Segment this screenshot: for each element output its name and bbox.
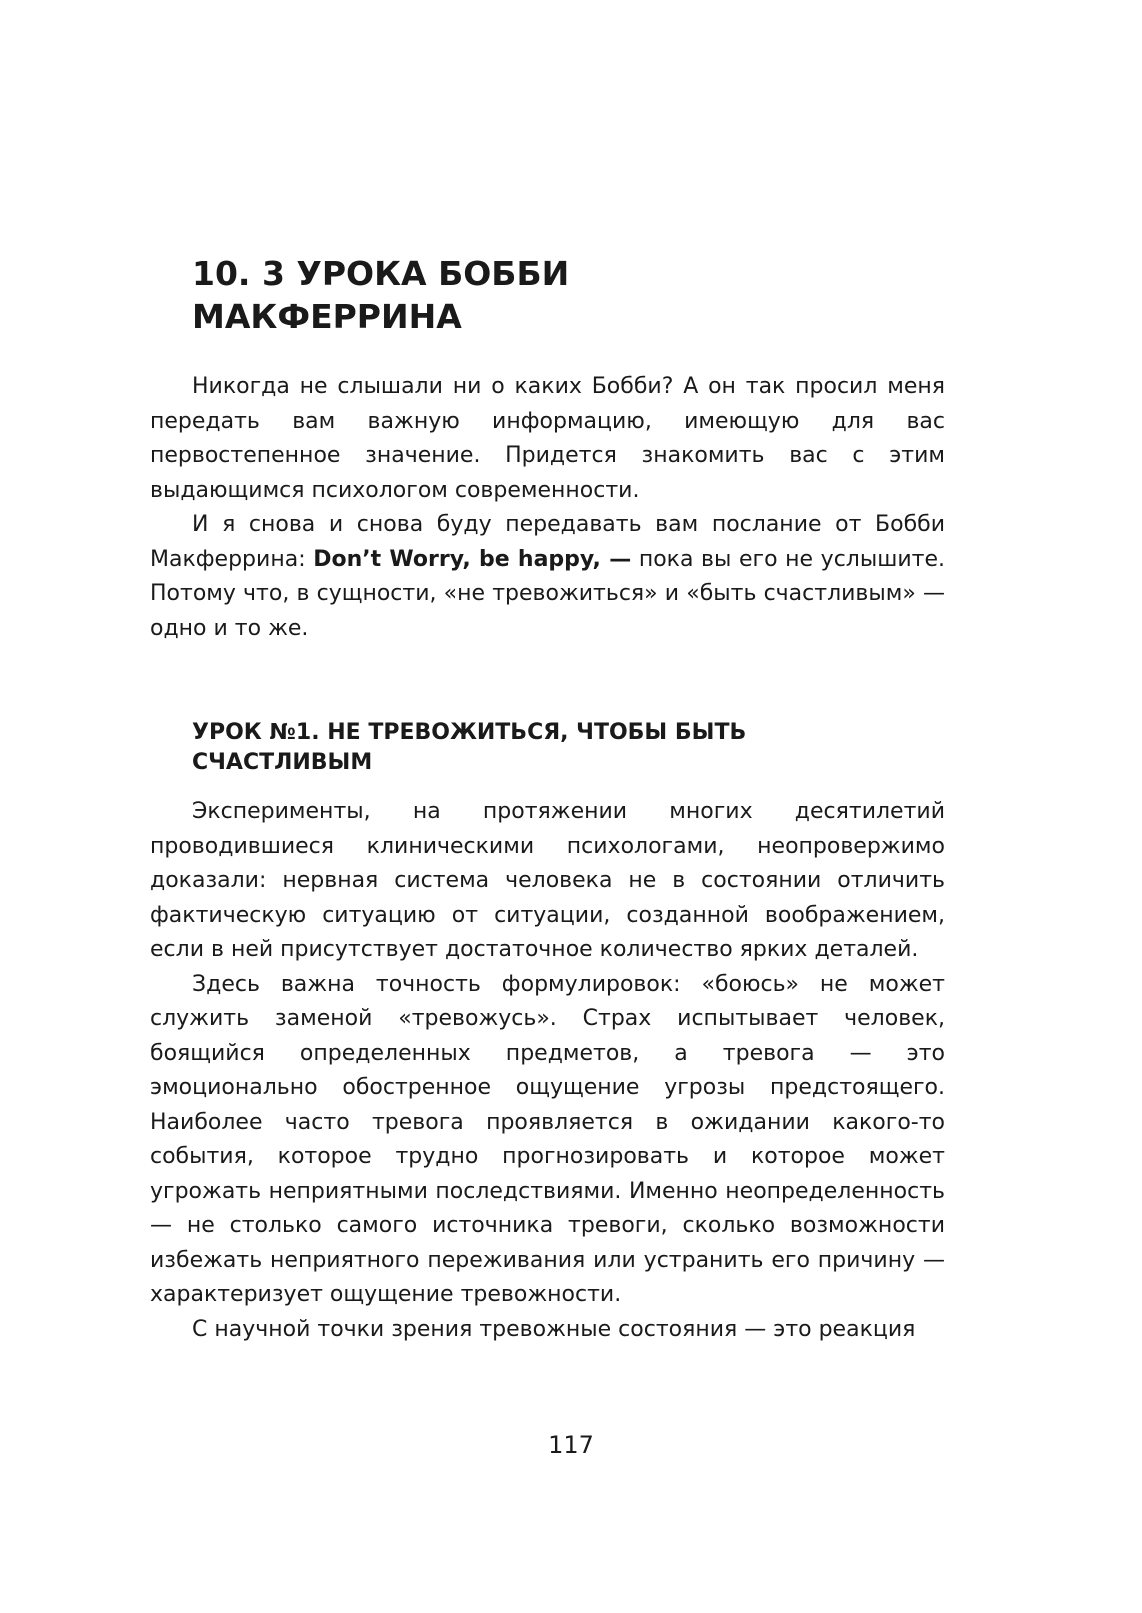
intro-text	[150, 370, 945, 646]
section-paragraph-1: Эксперименты, на протяжении многих десятилетий проводившиеся клиническими психологами, неопровержимо доказали: нервная система человека не в состоянии отличить фактическую ситуацию от ситуации, созданной воображением, если в ней присутствует достаточное количество ярких деталей.	[150, 799, 945, 962]
section-title-line-2: СЧАСТЛИВЫМ	[192, 750, 373, 775]
section-text	[150, 795, 945, 1347]
intro-paragraph-2-start: И я снова и снова буду передавать вам послание от Бобби Макферрина:	[150, 512, 945, 572]
chapter-title-line-2: МАКФЕРРИНА	[192, 297, 462, 336]
section-title-line-1: УРОК №1. НЕ ТРЕВОЖИТЬСЯ, ЧТОБЫ БЫТЬ	[192, 720, 747, 745]
intro-paragraph-1: Никогда не слышали ни о каких Бобби? А он так просил меня передать вам важную информацию, имеющую для вас первостепенное значение. Придется знакомить вас с этим выдающимся психологом современности.	[150, 374, 945, 503]
section-title	[192, 718, 892, 778]
intro-paragraph-2	[150, 508, 945, 646]
section-paragraph-2: Здесь важна точность формулировок: «боюсь» не может служить заменой «тревожусь». Страх испытывает человек, боящийся определенных предметов, а тревога — это эмоционально обостренное ощущение угрозы предстоящего. Наиболее часто тревога проявляется в ожидании какого-то события, которое трудно прогнозировать и которое может угрожать неприятными последствиями. Именно неопределенность — не столько самого источника тревоги, сколько возможности избежать неприятного переживания или устранить его причину — характеризует ощущение тревожности.	[150, 971, 945, 1307]
chapter-title-line-1: 10. 3 УРОКА БОББИ	[192, 254, 570, 293]
chapter-title	[192, 252, 892, 338]
intro-paragraph-2-end: пока вы его не услышите. Потому что, в сущности, «не тревожиться» и «быть счастливым» — одно и то же.	[150, 546, 946, 641]
section-paragraph-3: С научной точки зрения тревожные состояния — это реакция	[192, 1316, 916, 1342]
page-number: 117	[548, 1431, 594, 1459]
bold-phrase: Don’t Worry, be happy, —	[313, 546, 632, 572]
